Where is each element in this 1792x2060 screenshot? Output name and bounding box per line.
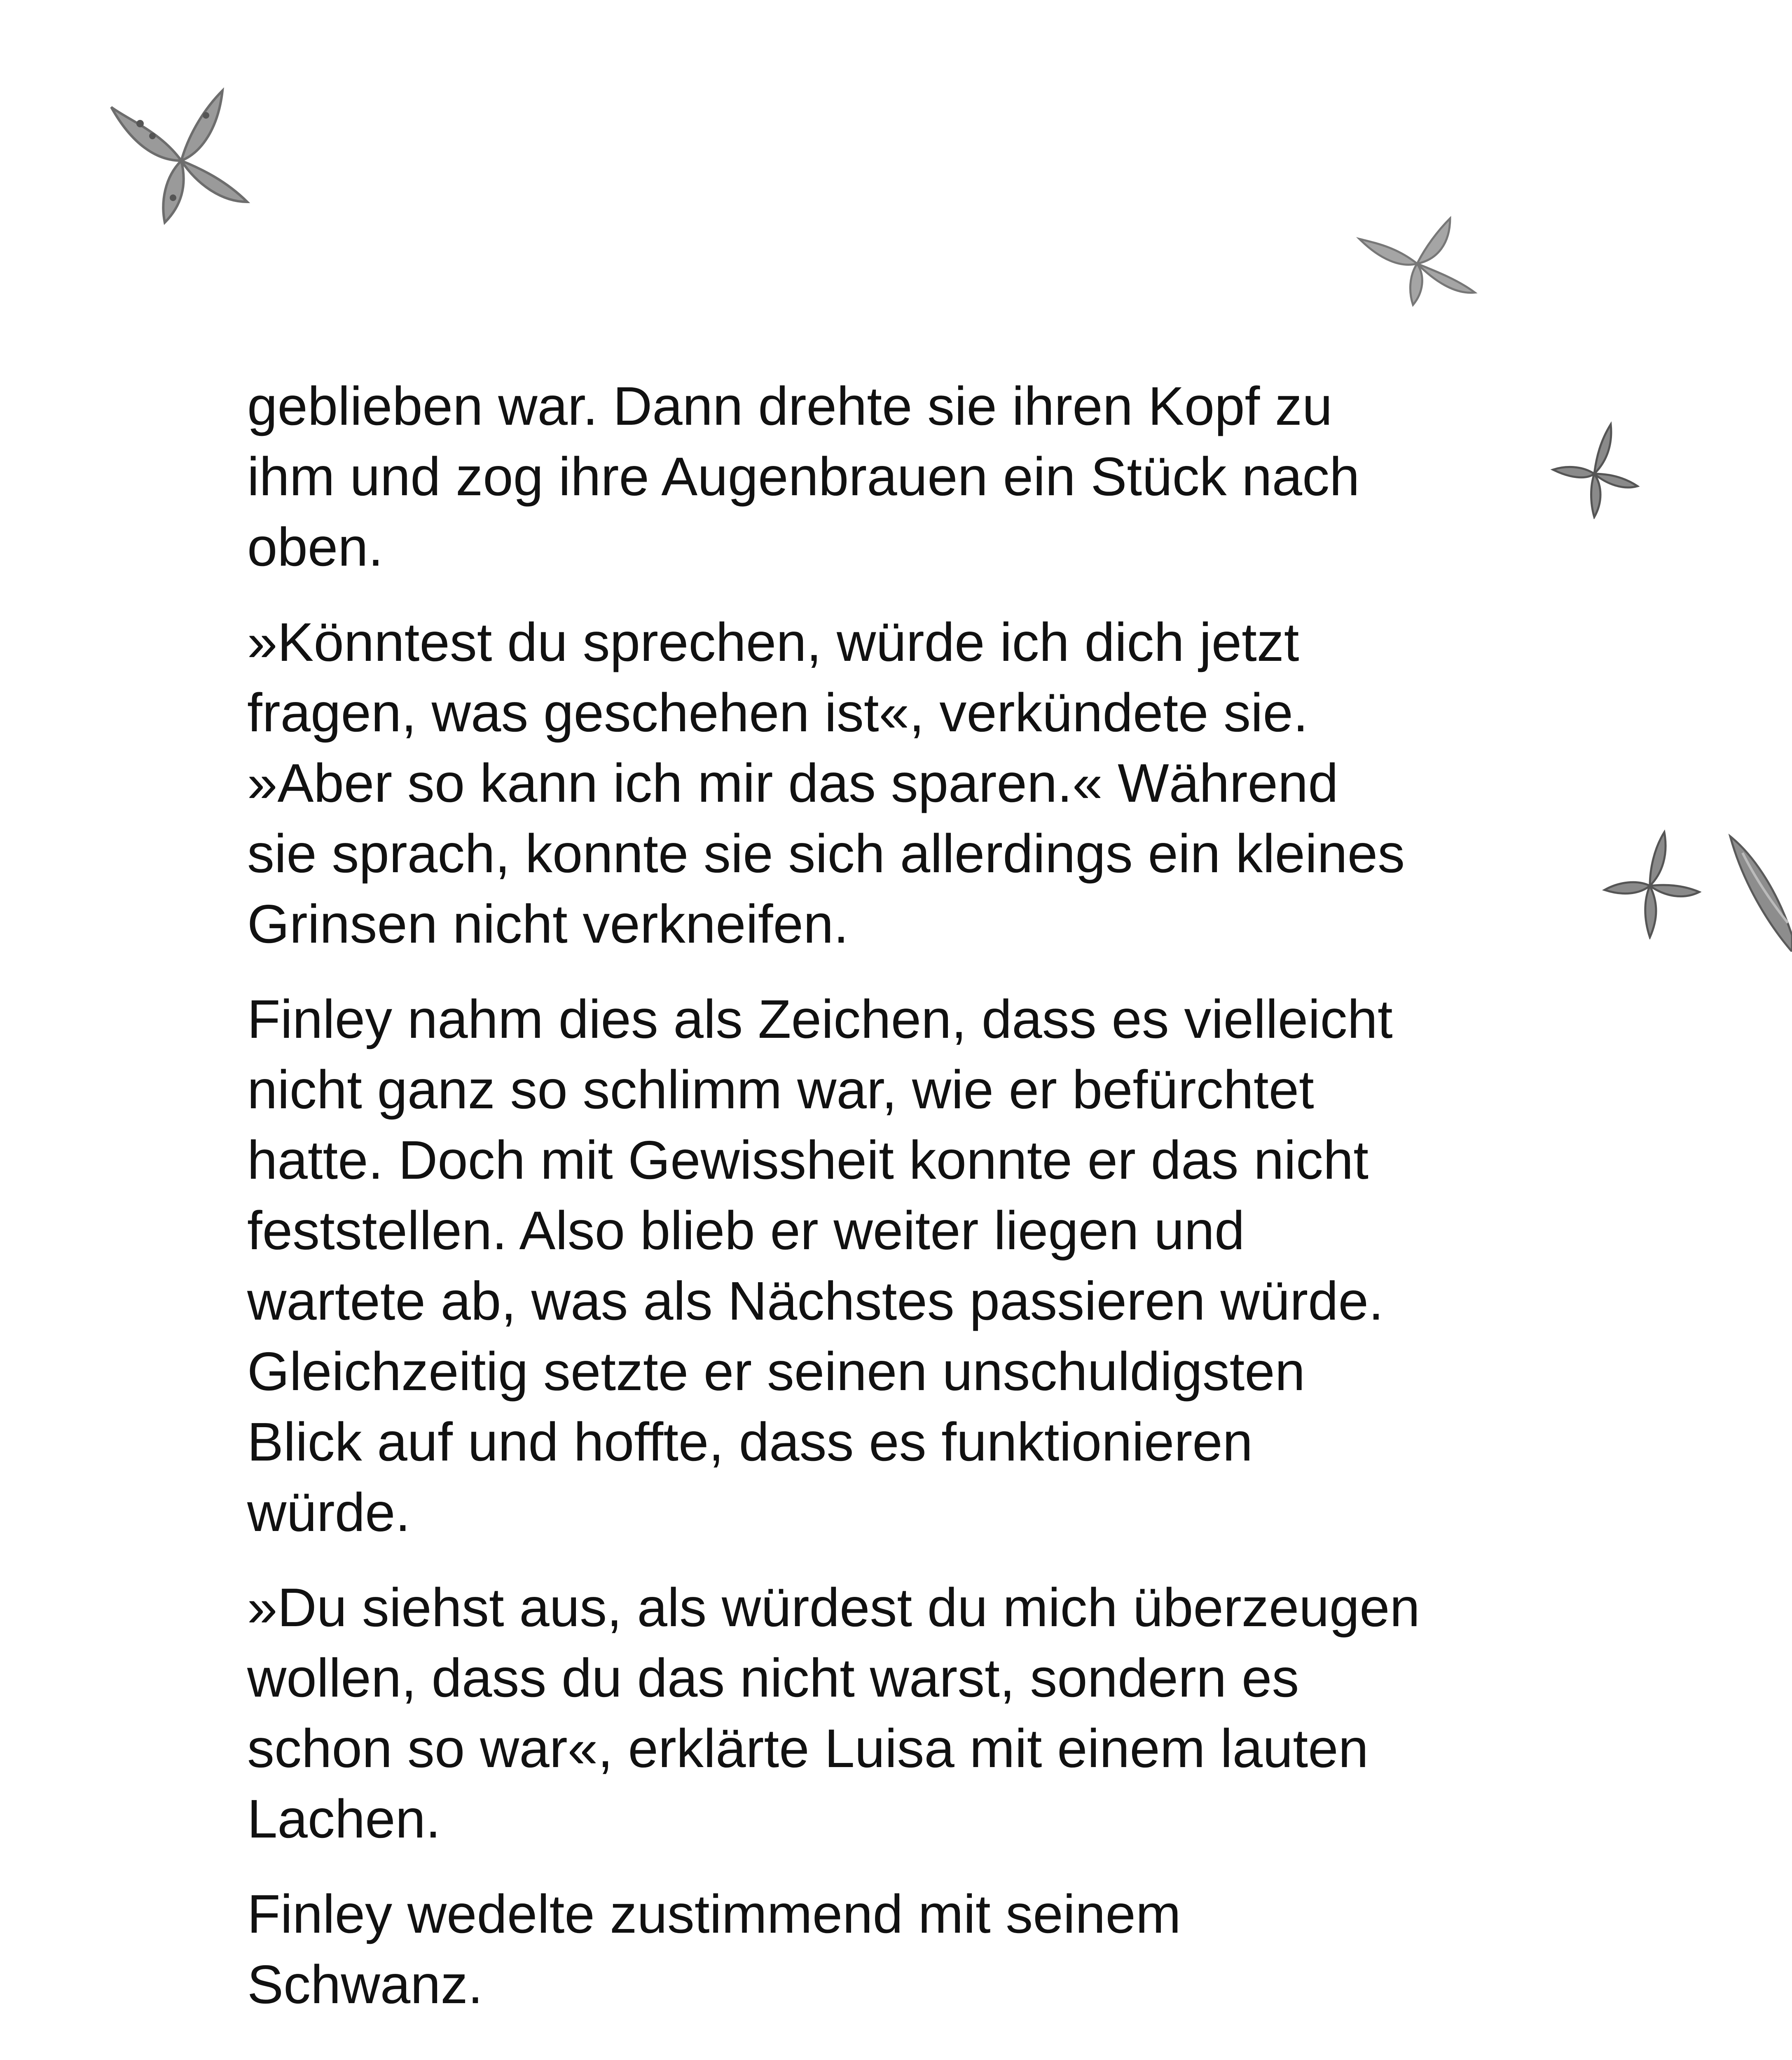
text-line: Grinsen nicht verkneifen. xyxy=(247,894,849,954)
text-line: Gleichzeitig setzte er seinen unschuldigsten xyxy=(247,1341,1305,1402)
text-line: sie sprach, konnte sie sich allerdings ein kleines xyxy=(247,823,1405,884)
text-line: nicht ganz so schlimm war, wie er befürchtet xyxy=(247,1059,1314,1120)
butterfly-icon xyxy=(1355,214,1479,309)
butterfly-icon xyxy=(1549,420,1640,519)
text-line: wartete ab, was als Nächstes passieren würde. xyxy=(247,1271,1384,1331)
text-line: »Könntest du sprechen, würde ich dich jetzt xyxy=(247,612,1299,672)
text-line: oben. xyxy=(247,517,384,577)
text-line: Blick auf und hoffte, dass es funktionieren xyxy=(247,1412,1253,1472)
text-line: Finley nahm dies als Zeichen, dass es vielleicht xyxy=(247,989,1393,1049)
paragraph xyxy=(247,371,1541,582)
text-line: würde. xyxy=(247,1482,411,1543)
text-line: feststellen. Also blieb er weiter liegen und xyxy=(247,1200,1245,1261)
text-line: Lachen. xyxy=(247,1788,441,1849)
text-line: Schwanz. xyxy=(247,1954,483,2015)
text-line: »Du siehst aus, als würdest du mich überzeugen xyxy=(247,1577,1420,1638)
text-line: Finley wedelte zustimmend mit seinem xyxy=(247,1884,1181,1944)
butterfly-icon xyxy=(1726,828,1792,952)
paragraph xyxy=(247,984,1541,1547)
text-line: »Aber so kann ich mir das sparen.« Während xyxy=(247,753,1338,813)
paragraph xyxy=(247,1879,1541,2020)
text-line: fragen, was geschehen ist«, verkündete sie. xyxy=(247,682,1308,743)
story-text xyxy=(247,371,1541,2044)
text-line: geblieben war. Dann drehte sie ihren Kopf zu xyxy=(247,376,1333,436)
text-line: schon so war«, erklärte Luisa mit einem lauten xyxy=(247,1718,1369,1779)
paragraph xyxy=(247,1572,1541,1854)
text-line: hatte. Doch mit Gewissheit konnte er das nicht xyxy=(247,1130,1369,1190)
text-line: ihm und zog ihre Augenbrauen ein Stück nach xyxy=(247,446,1360,507)
butterfly-icon xyxy=(1598,828,1701,939)
paragraph xyxy=(247,607,1541,959)
text-line: wollen, dass du das nicht warst, sondern es xyxy=(247,1648,1299,1708)
butterfly-icon xyxy=(103,82,260,231)
